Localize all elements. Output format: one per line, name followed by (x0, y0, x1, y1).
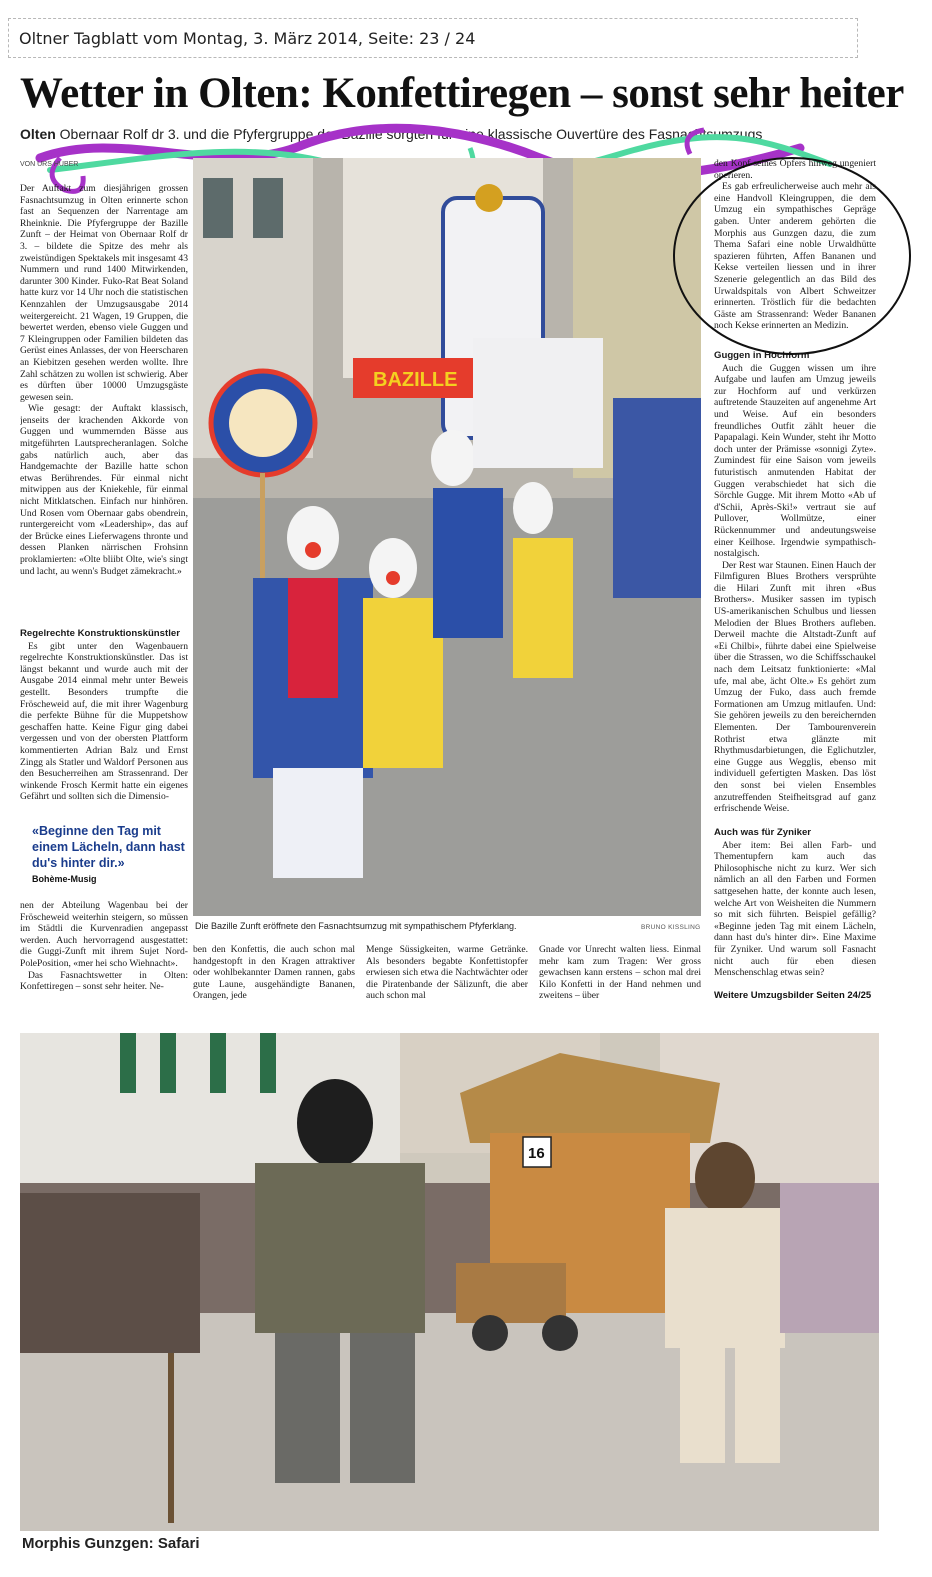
paragraph: Gnade vor Unrecht walten liess. Einmal mehr kam zum Tragen: Wer gross gewachsen kann erstens – schon mal drei Kilo Konfetti in der Hand nehmen und zweitens – über (539, 944, 701, 1002)
article-column-1b (20, 625, 188, 815)
article-column-1 (20, 183, 188, 635)
subline-text: Obernaar Rolf dr 3. und die Pfyfergruppe der Bazille sorgten für eine klassische Ouvertüre des Fasnachtsumzugs (59, 126, 763, 142)
paragraph: Auch die Guggen wissen um ihre Aufgabe und laufen am Umzug jeweils zur Hochform auf und verkürzen auftretende Stauzeiten auf angenehme Art und Weise. Auf ein besonders freundliches Outfit zählt heuer die Papapalagi. Kein Wunder, steht ihr Motto doch unter der Prämisse «sonnigi Zyte». Zumindest für eine Saison vom jeweils futuristisch anmutenden Habitat der Guggen verabschiedet hat sich die Sörchle Gugge. Mit ihrem Motto «Ab uf d'Schii, Après-Ski!» vertraut sie auf Pullover, Wollmütze, einer Rückennummer und andeutungsweise einer Keilhose. Irgendwie sympathisch-nostalgisch. (714, 362, 876, 560)
paragraph: nen der Abteilung Wagenbau bei der Fröscheweid weiterhin steigern, so müssen im Städtli die Kurvenradien angepasst werden. Auch hervorragend ausgestattet: die Guggi-Zunft mit ihrem Sujet Nord-PolePosition, «mer hei scho Wiehnacht». (20, 900, 188, 969)
subheading: Regelrechte Konstruktionskünstler (20, 628, 180, 639)
paragraph: Es gab erfreulicherweise auch mehr als eine Handvoll Kleingruppen, die dem Umzug ein sympathisches Gepräge gaben. Unter anderem gehörten die Morphis aus Gunzgen dazu, die zum Thema Safari eine noble Urwaldhütte spazieren führten, Affen Bananen und Kekse verteilen liessen und in ihrer Szenerie gelegentlich an das Bild des Urwaldspitals von Albert Schweitzer erinnerten. Tröstlich für die bedachten Gäste am Strassenrand: Weder Bananen noch Kekse erinnerten an Medizin. (714, 181, 876, 332)
banner-text: BAZILLE (373, 369, 458, 391)
photo-caption: Die Bazille Zunft eröffnete den Fasnachtsumzug mit sympathischem Pfyferklang. (195, 921, 517, 931)
subheading: Auch was für Zyniker (714, 827, 812, 838)
subline-location: Olten (20, 126, 56, 142)
cart-number: 16 (528, 1145, 545, 1162)
article-column-5c (714, 824, 876, 984)
article-column-5b (714, 347, 876, 813)
circle-annotation (664, 150, 918, 372)
paragraph: Der Rest war Staunen. Einen Hauch der Filmfiguren Blues Brothers versprühte die Hilari Zunft mit ihren «Bus Brothers». Musiker sassen im typisch US-amerikanischen Schulbus und liessen Melodien der Blues Brothers aufleben. Derweil machte die Altstadt-Zunft auf «Ei Chilbi», führte dabei eine Spielweise über die Strassen, wo die Schiffsschaukel nach dem Leitsatz funktionierte: «Mal ufe, mal abe, ächt Olte.» Es gehört zum Umzug der Fuko, dass auch fremde Formationen am Umzug mitlaufen. Und: Sie gehören jeweils zu den bereichernden Elementen. Der Tambourenverein Rothrist etwa glänzte mit Rhythmusdarbietungen, die Eglichutzler, eine Gugge aus Wegglis, ebenso mit individuell gefertigten Masken. Das löst den sonst bei vielen Ensembles anzutreffenden Steifheitsgrad auf ganz erfrischende Weise. (714, 559, 876, 813)
photo-illustration (20, 1033, 879, 1531)
paragraph: Es gibt unter den Wagenbauern regelrechte Konstruktionskünstler. Das ist längst bekannt und wurde auch mit der Ausgabe 2014 einmal mehr unter Beweis gestellt. Besonders trumpfte die Fröscheweid auf, die mit ihrer Wagenburg die perfekte Bühne für die Muppetshow geschaffen hatte. Keine Figur ging dabei vergessen und von der obersten Plattform kommentierten Adrian Balz und Ernst Zingg als Statler und Waldorf Personen aus den Besucherreihen am Strassenrand. Der winkende Frosch Kermit hatte ein eigenes Gefährt und sollten sich die Dimensio- (20, 640, 188, 803)
byline: VON URS HUBER (20, 161, 79, 168)
photo-credit: BRUNO KISSLING (641, 924, 701, 931)
article-column-2 (193, 944, 355, 1004)
photo-illustration (193, 158, 701, 916)
paragraph: Wie gesagt: der Auftakt klassisch, jenseits der krachenden Akkorde von Guggen und wummernden Bässe aus mitgeführten Lautsprecheranlagen. Solche gabs natürlich auch, aber das Handgemachte der Bazille hatte schon etwas Berührendes. Für einmal nicht mitwippen aus der Kniekehle, für einmal nicht Mitklatschen. Einfach nur hinhören. Und Rosen vom Obernaar gabs obendrein, runtergereicht vom «Leadership», das auf der Brücke eines Lieferwagens thronte und dessen Planken närrischen Frohsinn proklamierten: «Olte bliibt Olte, wie's singt und lacht, au wenn's Budget zämekracht.» (20, 403, 188, 577)
photo-bazille-zunft (193, 158, 701, 916)
source-label: Oltner Tagblatt vom Montag, 3. März 2014, Seite: 23 / 24 (8, 18, 858, 58)
article-column-3 (366, 944, 528, 1004)
paragraph: Der Auftakt zum diesjährigen grossen Fasnachtsumzug in Olten erinnerte schon fast an Sequenzen der Narrentage am Rheinknie. Die Pfyfergruppe der Bazille Zunft – der Heimat von Obernaar Rolf dr 3. – bildete die Spitze des mehr als zweistündigen Spektakels mit insgesamt 43 Nummern und rund 1400 Mitwirkenden, darunter 300 Kinder. Fuko-Rat Beat Soland hatte kurz vor 14 Uhr noch die statistischen Kennzahlen der Umzugsausgabe 2014 weitergereicht. 21 Wagen, 19 Gruppen, die bewertet werden, ebenso viele Guggen und 7 Kleingruppen oder Familien bildeten das Gerüst eines Anlasses, der von Heerscharen an Kiebitzen gesehen werden wollte. Ihre Zahl schätzen zu wollen ist schwierig. Aber es dürften über 10000 Umzugsgäste gewesen sein. (20, 183, 188, 403)
headline: Wetter in Olten: Konfettiregen – sonst sehr heiter (20, 70, 904, 117)
paragraph: den Kopf seines Opfers hinweg ungeniert operieren. (714, 158, 876, 181)
photo-caption-bottom: Morphis Gunzgen: Safari (22, 1535, 200, 1552)
article-column-1c (20, 900, 188, 1005)
paragraph: Aber item: Bei allen Farb- und Thementupfern kam auch das Philosophische nicht zu kurz. Wer sich nämlich an all den Farben und Formen sattgesehen hatte, der konnte auch lesen, welche Art von Weisheiten die Nummern so mit sich führten. Beispiel gefällig? «Beginne jeden Tag mit einem Lächeln, dann hast du's hinter dir». Eine Maxime für Zyniker. Und warum soll Fasnacht nicht auch für eben diesen Menschenschlag etwas sein? (714, 839, 876, 979)
article-column-4 (539, 944, 701, 1004)
gorilla-mask (297, 1079, 373, 1167)
subheading: Guggen in Hochform (714, 350, 810, 361)
pull-quote-source: Bohème-Musig (32, 874, 97, 884)
pull-quote: «Beginne den Tag mit einem Lächeln, dann hast du's hinter dir.» (32, 824, 185, 870)
paragraph: ben den Konfettis, die auch schon mal handgestopft in den Kragen attraktiver oder wohlbekannter Damen rannen, gabs gute Laune, ausgehändigte Bananen, Orangen, jede (193, 944, 355, 1002)
paragraph: Menge Süssigkeiten, warme Getränke. Als besonders begabte Konfettistopfer erwiesen sich etwa die Nachtwächter oder die Piratenbande der Sälizunft, die aber auch schon mal (366, 944, 528, 1002)
paragraph: Das Fasnachtswetter in Olten: Konfettiregen – sonst sehr heiter. Ne- (20, 969, 188, 993)
more-photos-reference: Weitere Umzugsbilder Seiten 24/25 (714, 990, 872, 1001)
photo-morphis-safari (20, 1033, 879, 1531)
